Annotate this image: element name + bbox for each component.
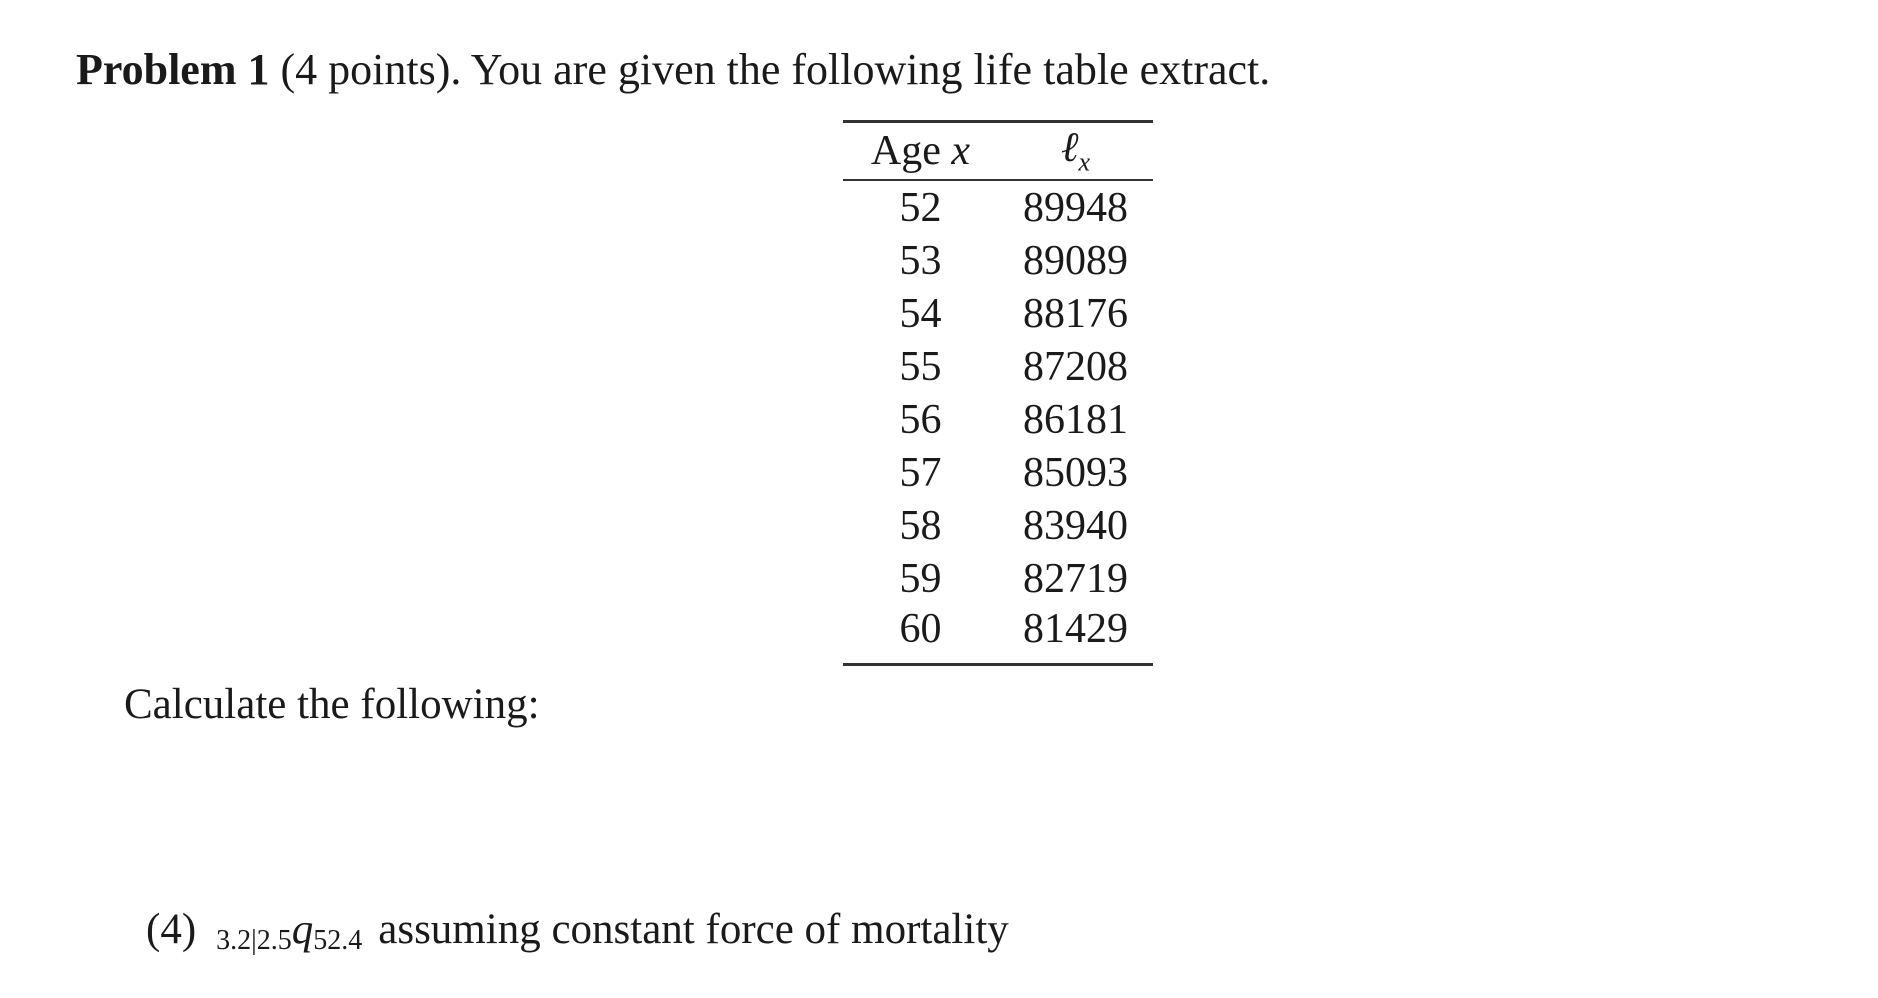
table-row <box>843 446 1153 499</box>
cell-lx: 81429 <box>998 605 1153 665</box>
item-symbol: q <box>291 906 314 953</box>
cell-lx: 89089 <box>1023 237 1128 284</box>
problem-points: (4 points). <box>280 45 462 94</box>
header-age-label: Age <box>870 128 952 174</box>
cell-age: 60 <box>843 605 998 665</box>
calculate-instruction: Calculate the following: <box>124 681 540 728</box>
cell-age: 57 <box>899 449 942 496</box>
cell-age: 59 <box>899 555 942 602</box>
table-row <box>843 287 1153 340</box>
cell-lx: 82719 <box>1023 555 1128 602</box>
cell-age: 55 <box>899 343 942 390</box>
header-lx <box>998 122 1153 181</box>
table-row <box>843 234 1153 287</box>
table-row <box>843 393 1153 446</box>
cell-lx: 86181 <box>1023 396 1128 443</box>
header-age-variable: x <box>951 128 971 174</box>
table-body <box>843 180 1153 665</box>
item-text: assuming constant force of mortality <box>378 906 1009 953</box>
problem-text: You are given the following life table extract. <box>470 45 1271 94</box>
header-age <box>843 122 998 181</box>
cell-age: 58 <box>899 502 942 549</box>
table-row <box>843 340 1153 393</box>
problem-heading: Problem 1 <box>76 45 270 94</box>
item-pre-subscript: 3.2|2.5 <box>216 925 292 956</box>
table-row <box>843 552 1153 605</box>
cell-lx: 85093 <box>1023 449 1128 496</box>
table-row <box>843 499 1153 552</box>
table-header-row <box>843 122 1153 181</box>
cell-age: 52 <box>899 184 942 231</box>
cell-lx: 89948 <box>1023 184 1128 231</box>
cell-age: 53 <box>899 237 942 284</box>
cell-lx: 88176 <box>1023 290 1128 337</box>
problem-item-4 <box>146 902 1009 969</box>
problem-statement <box>76 42 1270 98</box>
cell-lx: 83940 <box>1023 502 1128 549</box>
header-lx-subscript: x <box>1078 147 1091 177</box>
cell-age: 54 <box>899 290 942 337</box>
cell-lx: 87208 <box>1023 343 1128 390</box>
table-row <box>843 605 1153 665</box>
life-table <box>843 120 1153 666</box>
item-number: (4) <box>146 906 197 953</box>
table-row <box>843 180 1153 234</box>
life-table-grid <box>843 120 1153 666</box>
header-lx-symbol: ℓ <box>1060 125 1079 172</box>
item-post-subscript: 52.4 <box>313 925 363 956</box>
cell-age: 56 <box>899 396 942 443</box>
